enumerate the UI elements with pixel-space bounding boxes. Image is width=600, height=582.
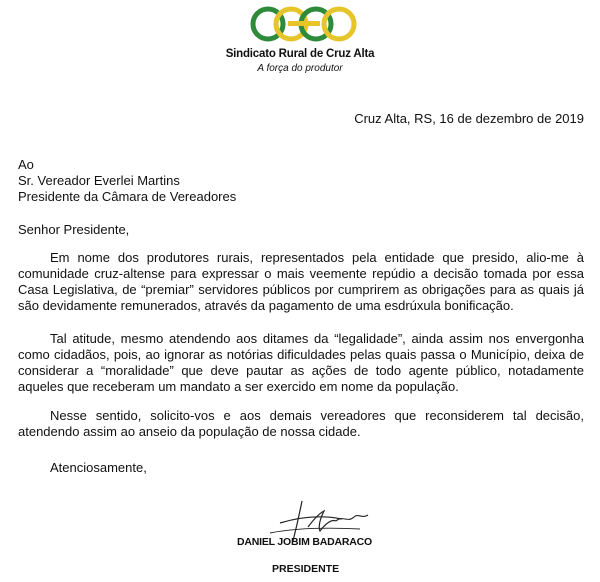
recipient-name: Sr. Vereador Everlei Martins: [18, 173, 180, 188]
body-paragraph-2: Tal atitude, mesmo atendendo aos ditames da “legalidade”, ainda assim nos envergonha como cidadãos, pois, ao ignorar as notórias dificuldades pelas quais passa o Município, deixa de considerar a “moralidade” que deve pautar as ações de todo agente público, notadamente aqueles que receberam um mandato a ser exercido em nome da população.: [18, 331, 584, 394]
org-tagline: A força do produtor: [257, 63, 343, 74]
org-name: Sindicato Rural de Cruz Alta: [225, 48, 375, 60]
recipient-title: Presidente da Câmara de Vereadores: [18, 189, 237, 204]
body-paragraph-3: Nesse sentido, solicito-vos e aos demais vereadores que reconsiderem tal decisão, atendendo assim ao anseio da população de nossa cidade.: [18, 408, 584, 439]
date-line: Cruz Alta, RS, 16 de dezembro de 2019: [354, 111, 584, 126]
signer-name: DANIEL JOBIM BADARACO: [237, 536, 373, 548]
signer-title: PRESIDENTE: [272, 563, 340, 575]
letterhead: [0, 0, 600, 80]
body-paragraph-1: Em nome dos produtores rurais, representados pela entidade que presido, alio-me à comunidade cruz-altense para expressar o mais veemente repúdio a decisão tomada por essa Casa Legislativa, de “premiar” servidores públicos por cumprirem as obrigações para as quais já são devidamente remunerados, através da pagamento de uma esdrúxula bonificação.: [18, 250, 584, 313]
recipient-line-1: Ao: [18, 157, 34, 172]
salutation: Senhor Presidente,: [18, 222, 130, 237]
closing: Atenciosamente,: [50, 460, 147, 475]
sindicato-rural-logo: [250, 6, 358, 44]
